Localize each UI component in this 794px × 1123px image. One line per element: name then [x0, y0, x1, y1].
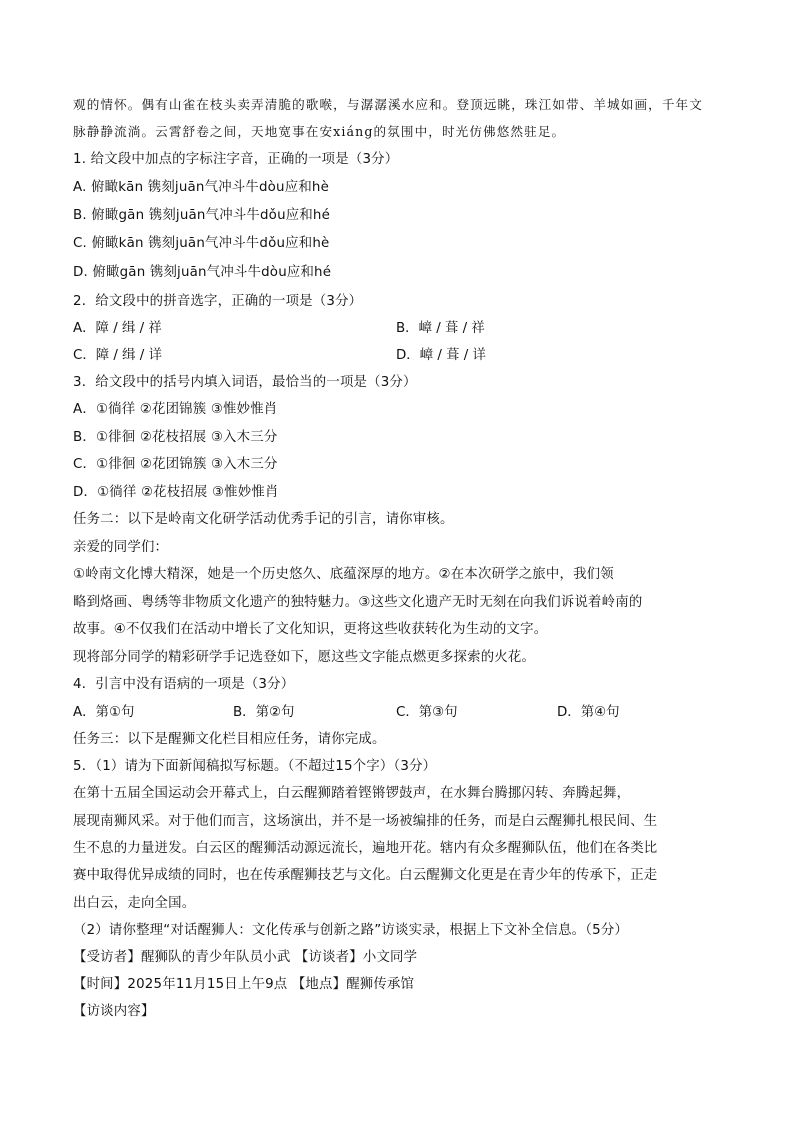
- question-2-option-c: C．障 / 缉 / 详: [73, 348, 162, 363]
- question-3-option-a: A．①徜徉 ②花团锦簇 ③惟妙惟肖: [73, 402, 278, 417]
- news-line: 出白云，走向全国。: [73, 896, 196, 911]
- question-5-stem: 5．（1）请为下面新闻稿拟写标题。（不超过15个字）（3分）: [73, 759, 437, 774]
- question-3-option-c: C．①徘徊 ②花团锦簇 ③入木三分: [73, 457, 278, 472]
- question-4-option-b: B．第②句: [233, 705, 295, 720]
- question-3-stem: 3．给文段中的括号内填入词语，最恰当的一项是（3分）: [73, 375, 417, 390]
- intro-paragraph-line: 略到烙画、粤绣等非物质文化遗产的独特魅力。③这些文化遗产无时无刻在向我们诉说着岭南的: [73, 595, 643, 610]
- interview-time-place: 【时间】2025年11月15日上午9点 【地点】醒狮传承馆: [73, 977, 415, 992]
- news-line: 生不息的力量迸发。白云区的醒狮活动源远流长，遍地开花。辖内有众多醒狮队伍，他们在各类比: [73, 841, 658, 856]
- news-line: 赛中取得优异成绩的同时，也在传承醒狮技艺与文化。白云醒狮文化更是在青少年的传承下，正走: [73, 868, 658, 883]
- question-4-stem: 4．引言中没有语病的一项是（3分）: [73, 677, 295, 692]
- question-4-option-c: C．第③句: [396, 705, 458, 720]
- intro-paragraph-line: 现将部分同学的精彩研学手记选登如下，愿这些文字能点燃更多探索的火花。: [73, 650, 536, 665]
- interview-participants: 【受访者】醒狮队的青少年队员小武 【访谈者】小文同学: [73, 950, 418, 965]
- question-4-option-a: A．第①句: [73, 705, 135, 720]
- task-3-title: 任务三：以下是醒狮文化栏目相应任务，请你完成。: [73, 732, 386, 747]
- task-2-title: 任务二：以下是岭南文化研学活动优秀手记的引言，请你审核。: [73, 512, 454, 527]
- intro-paragraph-line: ①岭南文化博大精深，她是一个历史悠久、底蕴深厚的地方。②在本次研学之旅中，我们领: [73, 567, 614, 582]
- question-2-stem: 2．给文段中的拼音选字，正确的一项是（3分）: [73, 294, 363, 309]
- question-2-option-a: A．障 / 缉 / 祥: [73, 321, 162, 336]
- question-1-stem: 1. 给文段中加点的字标注字音，正确的一项是（3分）: [73, 152, 399, 167]
- question-3-option-b: B．①徘徊 ②花枝招展 ③入木三分: [73, 430, 278, 445]
- passage-line: 脉静静流淌。云霄舒卷之间，天地宽事在安xiáng的氛围中，时光仿佛悠然驻足。: [73, 124, 566, 139]
- greeting: 亲爱的同学们：: [73, 540, 169, 555]
- intro-paragraph-line: 故事。④不仅我们在活动中增长了文化知识，更将这些收获转化为生动的文字。: [73, 622, 548, 637]
- question-2-option-b: B．嶂 / 葺 / 祥: [396, 321, 485, 336]
- question-2-option-d: D．嶂 / 葺 / 详: [396, 348, 486, 363]
- question-5-part-2-stem: （2）请你整理“对话醒狮人：文化传承与创新之路”访谈实录，根据上下文补全信息。（5分）: [73, 923, 629, 938]
- question-1-option-b: B. 俯瞰gān 镌刻juān气冲斗牛dǒu应和hé: [73, 208, 331, 223]
- question-3-option-d: D．①徜徉 ②花枝招展 ③惟妙惟肖: [73, 485, 279, 500]
- question-1-option-c: C. 俯瞰kān 镌刻juān气冲斗牛dǒu应和hè: [73, 236, 330, 251]
- passage-line: 观的情怀。偶有山雀在枝头卖弄清脆的歌喉，与潺潺溪水应和。登顶远眺，珠江如带、羊城如画，千年文: [73, 97, 703, 112]
- question-1-option-d: D. 俯瞰gān 镌刻juān气冲斗牛dòu应和hé: [73, 265, 332, 280]
- question-1-option-a: A. 俯瞰kān 镌刻juān气冲斗牛dòu应和hè: [73, 180, 330, 195]
- interview-content-heading: 【访谈内容】: [73, 1004, 155, 1019]
- question-4-option-d: D．第④句: [557, 705, 620, 720]
- news-line: 展现南狮风采。对于他们而言，这场演出，并不是一场被编排的任务，而是白云醒狮扎根民间、生: [73, 814, 658, 829]
- news-line: 在第十五届全国运动会开幕式上，白云醒狮踏着铿锵锣鼓声，在水舞台腾挪闪转、奔腾起舞，: [73, 786, 631, 801]
